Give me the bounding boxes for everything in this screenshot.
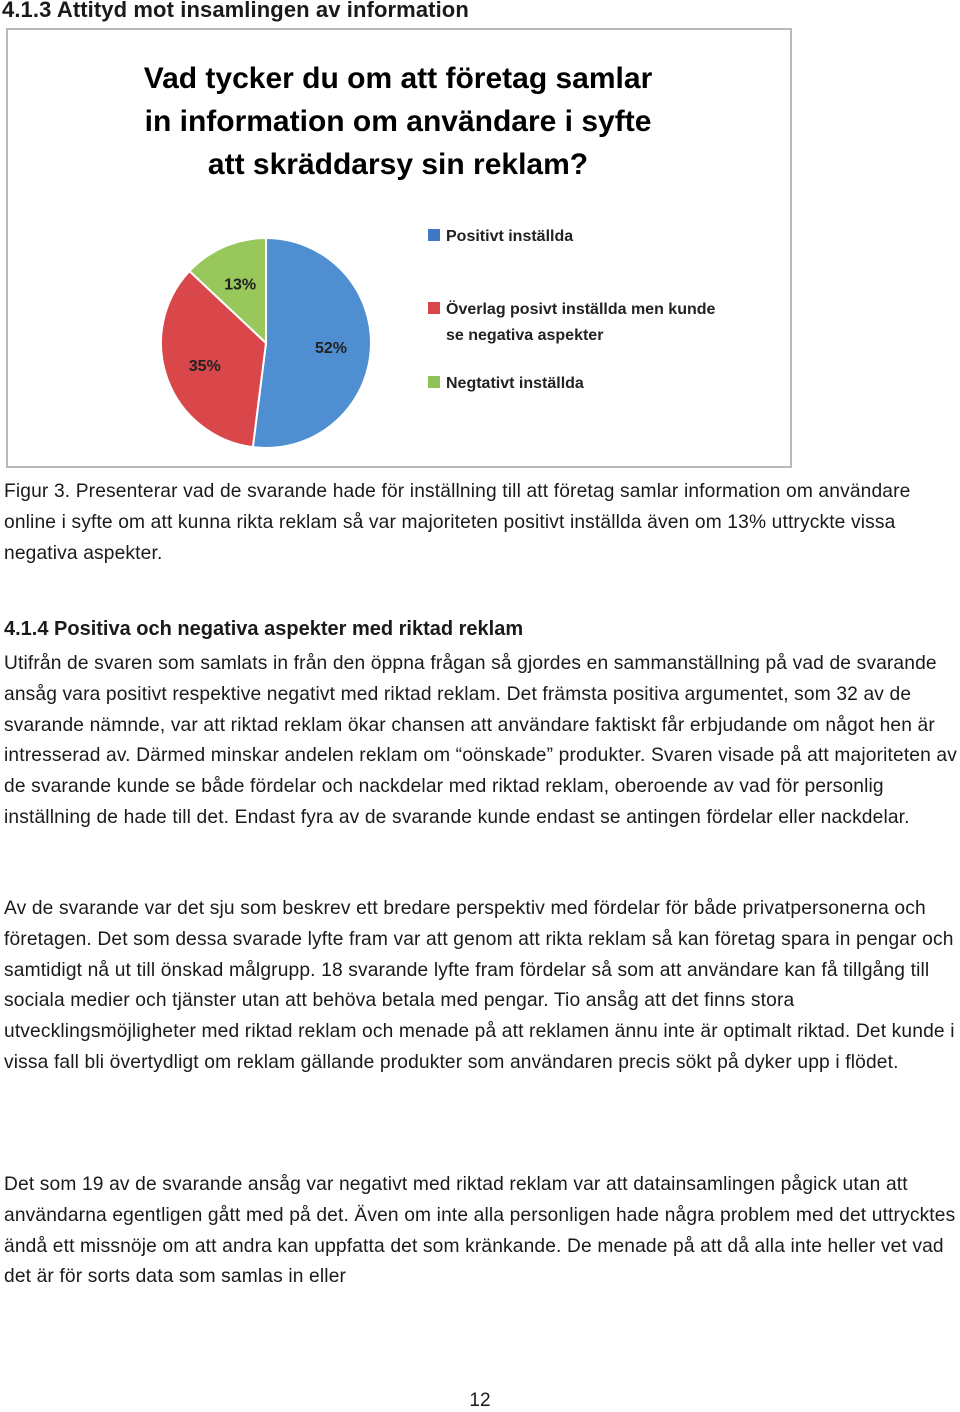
pie-slice-label: 13% [224,276,257,294]
legend-label: Överlag posivt inställda men kunde [446,301,716,318]
pie-slice-label: 52% [314,340,347,358]
pie-chart [8,30,794,470]
pie-chart-figure [6,28,792,468]
legend-swatch [428,376,440,388]
chart-title [144,62,653,181]
legend-label: se negativa aspekter [446,327,604,344]
legend-label: Positivt inställda [446,228,574,245]
figure-caption: Figur 3. Presenterar vad de svarande hade för inställning till att företag samlar information om användare online i syfte om att kunna rikta reklam så var majoriteten positivt inställda även om 13% uttryckte vissa negativa aspekter. [4,481,911,564]
chart-title-line: Vad tycker du om att företag samlar [143,62,653,95]
pie-slice-label: 35% [188,358,221,376]
chart-legend [428,228,716,392]
subsection-heading: 4.1.4 Positiva och negativa aspekter med riktad reklam [4,618,524,640]
paragraph-3: Det som 19 av de svarande ansåg var negativt med riktad reklam var att datainsamlingen pågick utan att användarna egentligen gått med på det. Även om inte alla personligen hade några problem med det uttrycktes ändå ett missnöje om att andra kan uppfatta det som kränkande. De menade på att då alla inte heller vet vad det är för sorts data som samlas in eller [4,1174,956,1288]
paragraph-2: Av de svarande var det sju som beskrev ett bredare perspektiv med fördelar för både privatpersonerna och företagen. Det som dessa svarade lyfte fram var att genom att rikta reklam så kan företag spara in pengar och samtidigt nå ut till önskad målgrupp. 18 svarande lyfte fram fördelar så som att användare kan få tillgång till sociala medier och tjänster utan att behöva betala med pengar. Tio ansåg att det finns stora utvecklingsmöjligheter med riktad reklam och menade på att reklamen ännu inte är optimalt riktad. Det kunde i vissa fall bli övertydligt om reklam gällande produkter som användaren precis sökt på dyker upp i flödet. [4,898,955,1073]
page-number: 12 [469,1390,491,1411]
legend-swatch [428,229,440,241]
paragraph-1: Utifrån de svaren som samlats in från den öppna frågan så gjordes en sammanställning på vad de svarande ansåg vara positivt respektive negativt med riktad reklam. Det främsta positiva argumentet, som 32 av de svarande nämnde, var att riktad reklam ökar chansen att användare faktiskt får erbjudande om något hen är intresserad av. Därmed minskar andelen reklam om “oönskade” produkter. Svaren visade på att majoriteten av de svarande kunde se både fördelar och nackdelar med riktad reklam, oberoende av vad för personlig inställning de hade till det. Endast fyra av de svarande kunde endast se antingen fördelar eller nackdelar. [4,653,957,828]
chart-title-line: in information om användare i syfte [144,105,652,138]
pie-slice [253,238,371,448]
chart-title-line: att skräddarsy sin reklam? [207,148,589,181]
legend-swatch [428,302,440,314]
legend-label: Negtativt inställda [446,375,584,392]
section-heading: 4.1.3 Attityd mot insamlingen av information [2,0,469,22]
